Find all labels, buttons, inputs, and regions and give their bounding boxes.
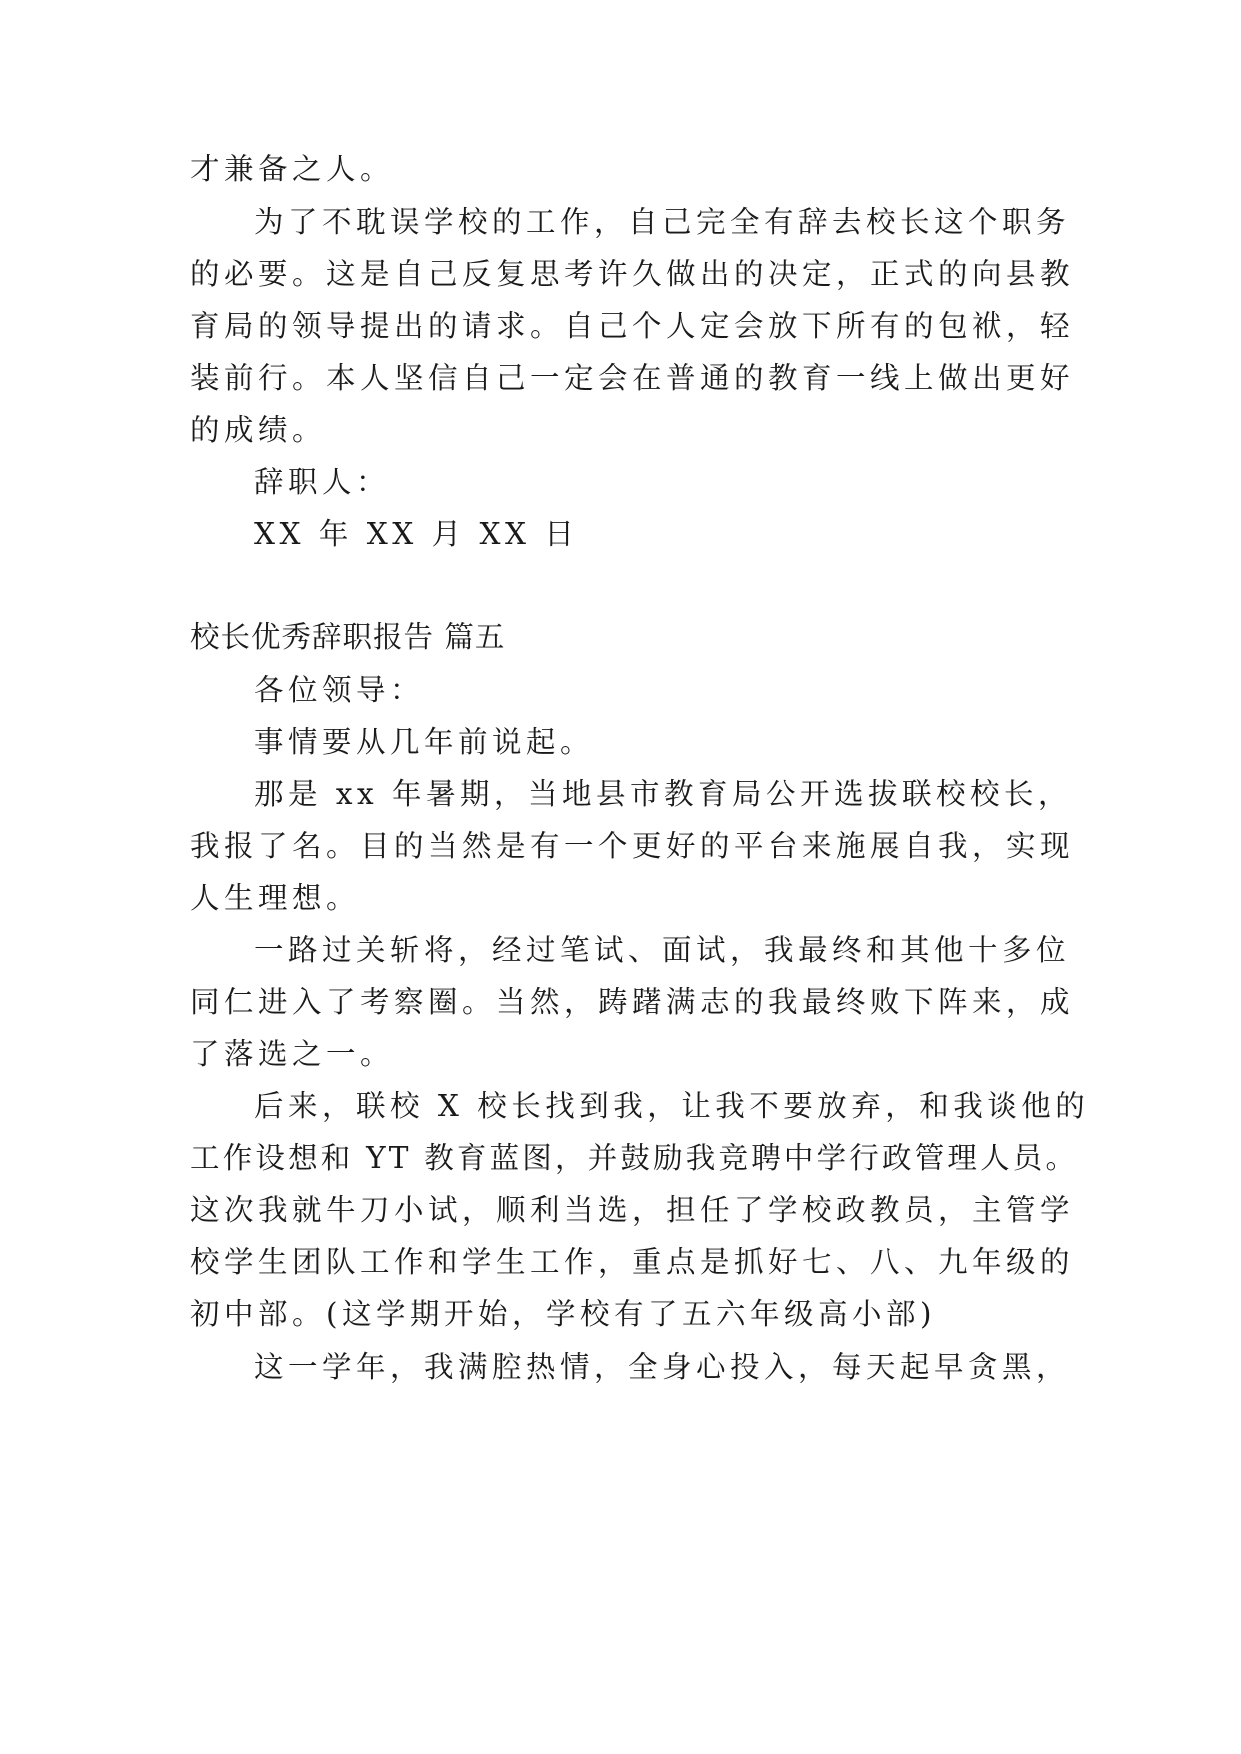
- text-line: 的成绩。: [190, 413, 327, 447]
- text-line: 同仁进入了考察圈。当然，踌躇满志的我最终败下阵来，成: [190, 985, 1075, 1019]
- text-line: 这一学年，我满腔热情，全身心投入，每天起早贪黑，: [254, 1350, 1071, 1384]
- text-line: 人生理想。: [190, 881, 361, 915]
- text-line: 工作设想和 YT 教育蓝图，并鼓励我竞聘中学行政管理人员。: [190, 1141, 1079, 1175]
- text-line: 装前行。本人坚信自己一定会在普通的教育一线上做出更好: [190, 361, 1075, 395]
- text-line: 为了不耽误学校的工作，自己完全有辞去校长这个职务: [254, 205, 1071, 239]
- section-title: 校长优秀辞职报告 篇五: [190, 620, 506, 654]
- text-line: 我报了名。目的当然是有一个更好的平台来施展自我，实现: [190, 829, 1075, 863]
- text-line: 校学生团队工作和学生工作，重点是抓好七、八、九年级的: [190, 1245, 1075, 1279]
- text-line: 一路过关斩将，经过笔试、面试，我最终和其他十多位: [254, 933, 1071, 967]
- text-line: 这次我就牛刀小试，顺利当选，担任了学校政教员，主管学: [190, 1193, 1075, 1227]
- signature-label: 辞职人：: [254, 465, 391, 499]
- text-line: 育局的领导提出的请求。自己个人定会放下所有的包袱，轻: [190, 309, 1075, 343]
- text-line: 的必要。这是自己反复思考许久做出的决定，正式的向县教: [190, 257, 1075, 291]
- salutation: 各位领导：: [254, 673, 425, 707]
- text-line: 那是 xx 年暑期，当地县市教育局公开选拔联校校长，: [254, 777, 1073, 811]
- text-line: 后来，联校 X 校长找到我，让我不要放弃，和我谈他的: [254, 1089, 1090, 1123]
- text-line: 事情要从几年前说起。: [254, 725, 595, 759]
- text-line: 初中部。(这学期开始，学校有了五六年级高小部): [190, 1297, 937, 1331]
- date-line: XX 年 XX 月 XX 日: [254, 517, 579, 551]
- text-line: 了落选之一。: [190, 1037, 395, 1071]
- text-line: 才兼备之人。: [190, 152, 395, 186]
